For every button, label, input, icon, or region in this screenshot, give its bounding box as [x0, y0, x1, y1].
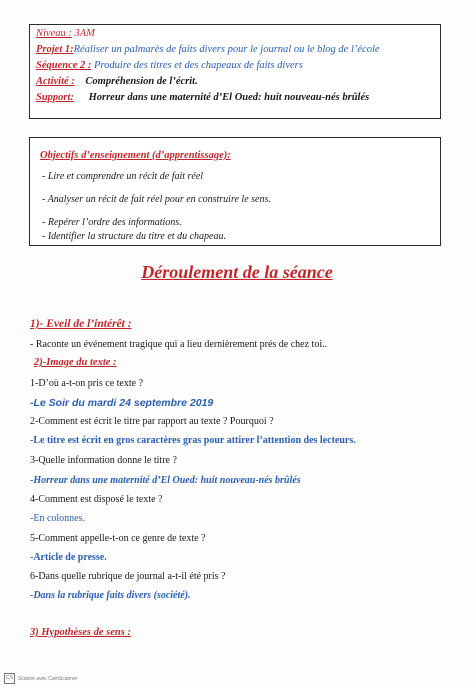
- answer: -Horreur dans une maternité d’El Oued: huit nouveau-nés brûlés: [30, 475, 301, 486]
- objective-item: - Analyser un récit de fait réel pour en construire le sens.: [42, 194, 271, 205]
- activite-line: [36, 76, 198, 87]
- section1-heading: 1)- Eveil de l’intérêt :: [30, 318, 132, 330]
- projet-line: [36, 44, 380, 55]
- objectives-box: [29, 137, 441, 246]
- page-title: Déroulement de la séance: [141, 262, 333, 282]
- answer: -Le titre est écrit en gros caractères gras pour attirer l’attention des lecteurs.: [30, 435, 356, 446]
- projet-label: Projet 1:: [36, 44, 74, 55]
- niveau-label: Niveau :: [36, 28, 72, 39]
- header-box: [29, 24, 441, 119]
- section2-heading: 2)-Image du texte :: [34, 357, 117, 368]
- sequence-label: Séquence 2 :: [36, 60, 92, 71]
- activite-value: Compréhension de l’écrit.: [85, 76, 198, 87]
- section1-text: - Raconte un événement tragique qui a lieu dernièrement prés de chez toi..: [30, 339, 328, 350]
- niveau-line: [36, 28, 95, 39]
- answer: -Article de presse.: [30, 552, 107, 563]
- camscanner-icon: CS: [4, 673, 15, 684]
- scanner-text: Scanné avec CamScanner: [18, 675, 78, 682]
- objective-item: - Repérer l’ordre des informations.: [42, 217, 182, 228]
- activite-label: Activité :: [36, 76, 75, 87]
- projet-value: Réaliser un palmarès de faits divers pour le journal ou le blog de l’école: [73, 44, 380, 55]
- niveau-value: 3AM: [74, 28, 95, 39]
- question: 5-Comment appelle-t-on ce genre de texte ?: [30, 533, 206, 544]
- support-line: [36, 92, 369, 103]
- answer: -Dans la rubrique faits divers (société).: [30, 590, 191, 601]
- question: 4-Comment est disposé le texte ?: [30, 494, 163, 505]
- objectives-heading: Objectifs d’enseignement (d’apprentissage):: [40, 150, 231, 161]
- section3-heading: 3) Hypothèses de sens :: [30, 627, 131, 638]
- support-label: Support:: [36, 92, 74, 103]
- objective-item: - Identifier la structure du titre et du chapeau.: [42, 231, 226, 242]
- support-value: Horreur dans une maternité d’El Oued: huit nouveau-nés brûlés: [88, 92, 370, 103]
- objective-item: - Lire et comprendre un récit de fait réel: [42, 171, 204, 182]
- question: 6-Dans quelle rubrique de journal a-t-il été pris ?: [30, 571, 226, 582]
- sequence-line: [36, 60, 303, 71]
- question: 2-Comment est écrit le titre par rapport au texte ? Pourquoi ?: [30, 416, 274, 427]
- answer: -En colonnes.: [30, 513, 85, 524]
- sequence-value: Produire des titres et des chapeaux de faits divers: [94, 60, 303, 71]
- answer: -Le Soir du mardi 24 septembre 2019: [30, 397, 214, 409]
- scanner-watermark: [4, 673, 77, 684]
- question: 3-Quelle information donne le titre ?: [30, 455, 177, 466]
- question: 1-D’où a-t-on pris ce texte ?: [30, 378, 144, 389]
